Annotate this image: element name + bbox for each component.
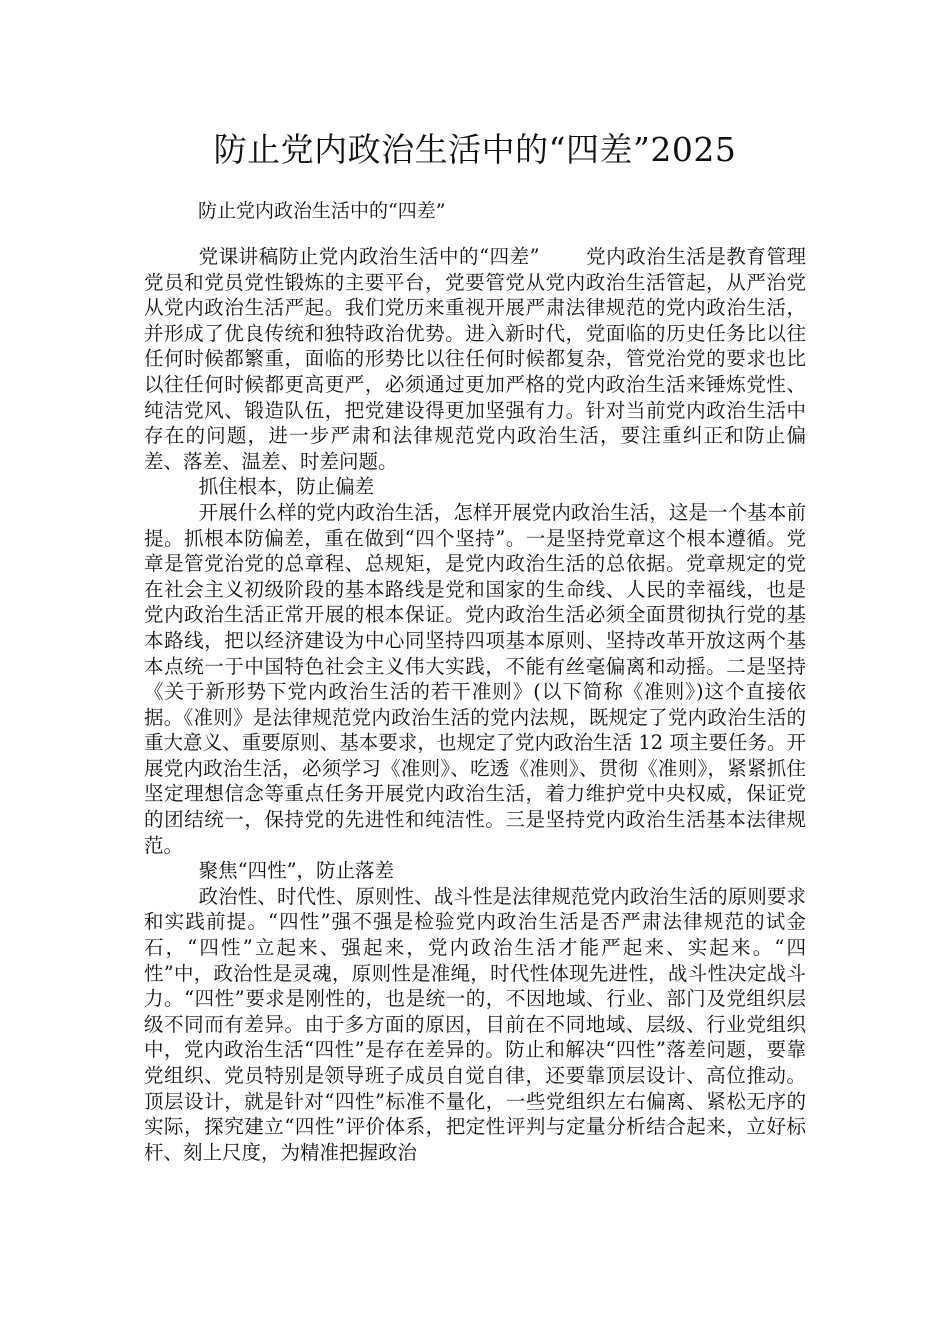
intro-body: 党内政治生活是教育管理党员和党员党性锻炼的主要平台，党要管党从党内政治生活管起，从严治党从党内政治生活严起。我们党历来重视开展严肃法律规范的党内政治生活，并形成了优良传统和独特政治优势。进入新时代，党面临的历史任务比以往任何时候都繁重，面临的形势比以往任何时候都复杂，管党治党的要求也比以往任何时候都更高更严，必须通过更加严格的党内政治生活来锤炼党性、纯洁党风、锻造队伍，把党建设得更加坚强有力。针对当前党内政治生活中存在的问题，进一步严肃和法律规范党内政治生活，要注重纠正和防止偏差、落差、温差、时差问题。 — [144, 245, 806, 473]
intro-paragraph — [144, 244, 806, 474]
section-heading-2: 聚焦“四性”，防止落差 — [198, 859, 395, 883]
document-body — [144, 244, 806, 1165]
intro-lead: 党课讲稿防止党内政治生活中的“四差” — [198, 245, 540, 268]
section-paragraph-1: 开展什么样的党内政治生活，怎样开展党内政治生活，这是一个基本前提。抓根本防偏差，重在做到“四个坚持”。一是坚持党章这个根本遵循。党章是管党治党的总章程、总规矩，是党内政治生活的总依据。党章规定的党在社会主义初级阶段的基本路线是党和国家的生命线、人民的幸福线，也是党内政治生活正常开展的根本保证。党内政治生活必须全面贯彻执行党的基本路线，把以经济建设为中心同坚持四项基本原则、坚持改革开放这两个基本点统一于中国特色社会主义伟大实践，不能有丝毫偏离和动摇。二是坚持《关于新形势下党内政治生活的若干准则》(以下简称《准则》)这个直接依据。《准则》是法律规范党内政治生活的党内法规，既规定了党内政治生活的重大意义、重要原则、基本要求，也规定了党内政治生活 12 项主要任务。开展党内政治生活，必须学习《准则》、吃透《准则》、贯彻《准则》，紧紧抓住坚定理想信念等重点任务开展党内政治生活，着力维护党中央权威，保证党的团结统一，保持党的先进性和纯洁性。三是坚持党内政治生活基本法律规范。 — [144, 500, 806, 857]
section-paragraph-2: 政治性、时代性、原则性、战斗性是法律规范党内政治生活的原则要求和实践前提。“四性”强不强是检验党内政治生活是否严肃法律规范的试金石，“四性”立起来、强起来，党内政治生活才能严起来、实起来。“四性”中，政治性是灵魂，原则性是准绳，时代性体现先进性，战斗性决定战斗力。“四性”要求是刚性的，也是统一的，不因地域、行业、部门及党组织层级不同而有差异。由于多方面的原因，目前在不同地域、层级、行业党组织中，党内政治生活“四性”是存在差异的。防止和解决“四性”落差问题，要靠党组织、党员特别是领导班子成员自觉自律，还要靠顶层设计、高位推动。顶层设计，就是针对“四性”标准不量化，一些党组织左右偏离、紧松无序的实际，探究建立“四性”评价体系，把定性评判与定量分析结合起来，立好标杆、刻上尺度，为精准把握政治 — [144, 884, 806, 1164]
document-title: 防止党内政治生活中的“四差”2025 — [213, 130, 737, 169]
document-subtitle: 防止党内政治生活中的“四差” — [198, 200, 446, 222]
section-heading-1: 抓住根本，防止偏差 — [198, 475, 375, 499]
